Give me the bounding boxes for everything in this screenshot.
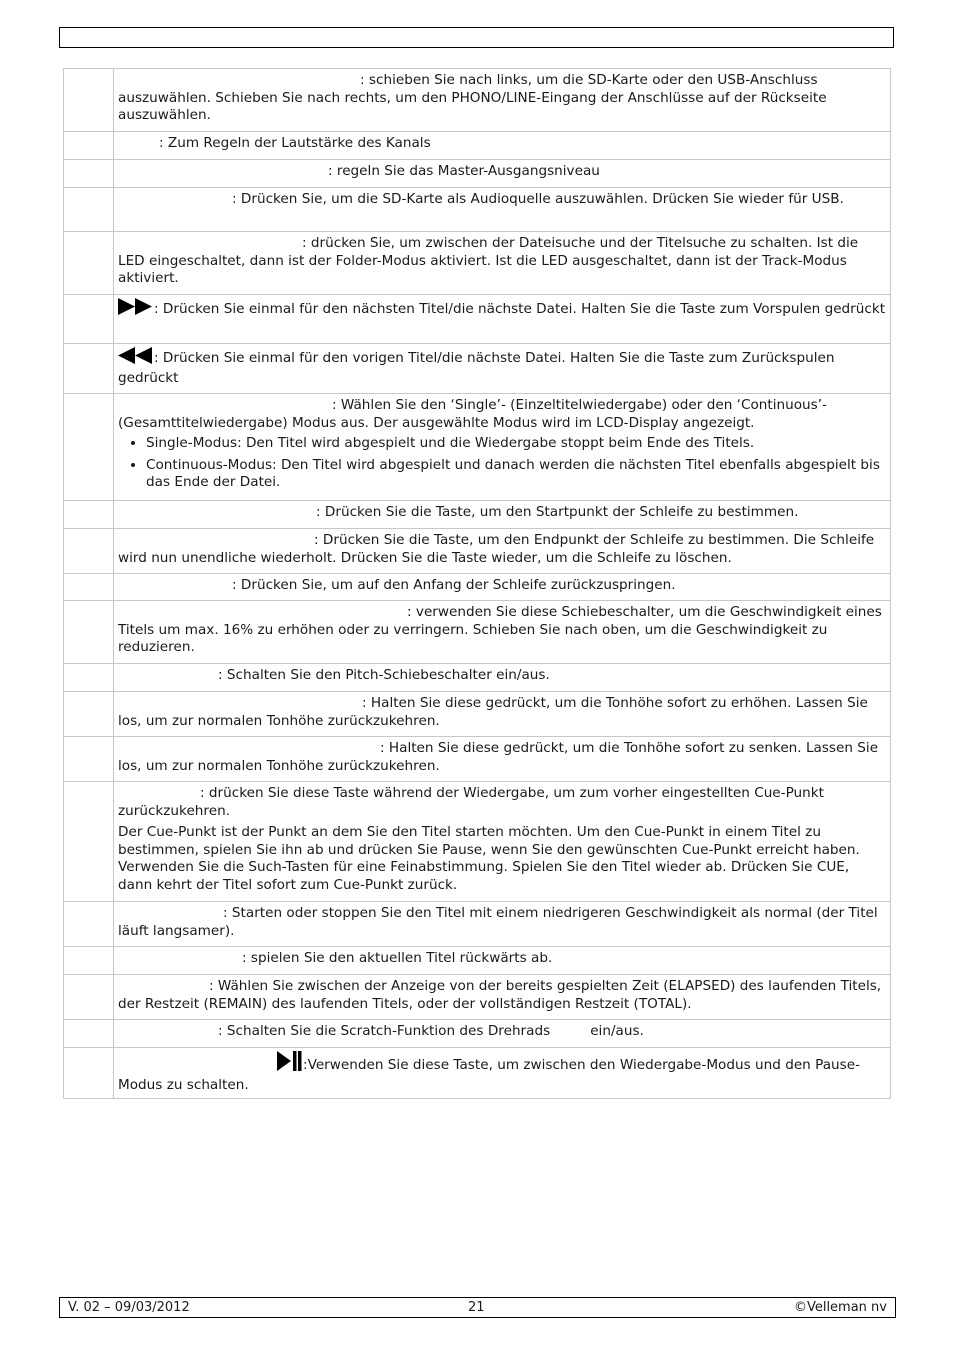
row-description-cell: [114, 601, 891, 664]
table-row: [64, 188, 891, 232]
table-row: [64, 132, 891, 160]
row-number-cell: [64, 529, 114, 574]
row-description-cell: [114, 344, 891, 394]
row-number-cell: [64, 160, 114, 188]
row-description: : Drücken Sie die Taste, um den Endpunkt der Schleife zu bestimmen. Die Schleife wird nun unendliche wiederholt. Drücken Sie die Taste wieder, um die Schleife zu löschen.: [118, 532, 875, 566]
row-description-cell: [114, 529, 891, 574]
row-description: : Drücken Sie einmal für den nächsten Titel/die nächste Datei. Halten Sie die Taste zum Vorspulen gedrückt: [154, 301, 886, 317]
table-row: [64, 1048, 891, 1099]
table-row: [64, 501, 891, 529]
table-row: [64, 692, 891, 737]
table-row: [64, 529, 891, 574]
row-description-cell: [114, 947, 891, 975]
row-description-cell: [114, 902, 891, 947]
feature-table: [63, 68, 891, 1099]
table-row: [64, 601, 891, 664]
row-description-cell: [114, 574, 891, 601]
row-number-cell: [64, 947, 114, 975]
row-description: : drücken Sie, um zwischen der Dateisuche und der Titelsuche zu schalten. Ist die LED eingeschaltet, dann ist der Folder-Modus aktiviert. Ist die LED ausgeschaltet, dann ist der Track-Modus aktiviert.: [118, 235, 859, 286]
row-description-cell: [114, 975, 891, 1020]
play-pause-icon: [276, 1051, 303, 1077]
mode-list: [118, 435, 886, 492]
row-number-cell: [64, 975, 114, 1020]
table-row: [64, 295, 891, 344]
row-description: : Halten Sie diese gedrückt, um die Tonhöhe sofort zu erhöhen. Lassen Sie los, um zur normalen Tonhöhe zurückzukehren.: [118, 695, 868, 729]
version-label: V. 02 – 09/03/2012: [68, 1300, 190, 1315]
row-description: : Drücken Sie einmal für den vorigen Titel/die nächste Datei. Halten Sie die Taste zum Zurückspulen gedrückt: [118, 350, 835, 386]
row-description-cell: [114, 394, 891, 501]
table-row: [64, 975, 891, 1020]
row-description-cell: [114, 160, 891, 188]
table-row: [64, 782, 891, 902]
page-number: 21: [468, 1300, 485, 1315]
row-number-cell: [64, 782, 114, 902]
row-description: : drücken Sie diese Taste während der Wiedergabe, um zum vorher eingestellten Cue-Punkt zurückzukehren.: [118, 785, 824, 819]
row-number-cell: [64, 394, 114, 501]
row-description: : Halten Sie diese gedrückt, um die Tonhöhe sofort zu senken. Lassen Sie los, um zur normalen Tonhöhe zurückzukehren.: [118, 740, 879, 774]
row-description-cell: [114, 1048, 891, 1099]
table-row: [64, 394, 891, 501]
row-number-cell: [64, 664, 114, 692]
row-description-cell: [114, 132, 891, 160]
row-description-cell: [114, 188, 891, 232]
row-number-cell: [64, 188, 114, 232]
row-description-cell: [114, 692, 891, 737]
row-number-cell: [64, 1020, 114, 1048]
page-footer: [59, 1297, 896, 1318]
row-description-cell: [114, 295, 891, 344]
row-number-cell: [64, 69, 114, 132]
row-number-cell: [64, 574, 114, 601]
row-number-cell: [64, 1048, 114, 1099]
row-description: : Drücken Sie, um auf den Anfang der Schleife zurückzuspringen.: [232, 577, 676, 593]
row-number-cell: [64, 601, 114, 664]
row-description: : regeln Sie das Master-Ausgangsniveau: [328, 163, 600, 179]
row-number-cell: [64, 232, 114, 295]
row-description: : Wählen Sie zwischen der Anzeige von der bereits gespielten Zeit (ELAPSED) des laufenden Titels, der Restzeit (REMAIN) des laufenden Titels, oder der vollständigen Restzeit (TOTAL).: [118, 978, 882, 1012]
row-description-cell: [114, 232, 891, 295]
row-number-cell: [64, 501, 114, 529]
list-item: • Single-Modus: Den Titel wird abgespielt und die Wiedergabe stoppt beim Ende des Titels.: [146, 435, 886, 453]
table-row: [64, 664, 891, 692]
table-row: [64, 1020, 891, 1048]
row-number-cell: [64, 737, 114, 782]
rewind-icon: [118, 347, 154, 370]
row-description: : verwenden Sie diese Schiebeschalter, um die Geschwindigkeit eines Titels um max. 16% zu erhöhen oder zu verringern. Schieben Sie nach oben, um die Geschwindigkeit zu reduzieren.: [118, 604, 882, 655]
row-description: : Starten oder stoppen Sie den Titel mit einem niedrigeren Geschwindigkeit als normal (der Titel läuft langsamer).: [118, 905, 878, 939]
row-description-tail: ein/aus.: [590, 1023, 644, 1039]
row-description-cell: [114, 501, 891, 529]
table-row: [64, 947, 891, 975]
row-description: :Verwenden Sie diese Taste, um zwischen den Wiedergabe-Modus und den Pause-Modus zu schalten.: [118, 1057, 861, 1093]
row-number-cell: [64, 295, 114, 344]
row-number-cell: [64, 902, 114, 947]
row-description-cell: [114, 1020, 891, 1048]
row-description-cell: [114, 664, 891, 692]
row-description: : Schalten Sie den Pitch-Schiebeschalter ein/aus.: [218, 667, 550, 683]
cue-explanation: Der Cue-Punkt ist der Punkt an dem Sie den Titel starten möchten. Um den Cue-Punkt in einem Titel zu bestimmen, spielen Sie ihn ab und drücken Sie Pause, wenn Sie den gewünschten Cue-Punkt erreicht haben. Verwenden Sie die Such-Tasten für eine Feinabstimmung. Spielen Sie den Titel wieder ab. Drücken Sie CUE, dann kehrt der Titel sofort zum Cue-Punkt zurück.: [118, 824, 860, 893]
table-row: [64, 737, 891, 782]
row-description: : schieben Sie nach links, um die SD-Karte oder den USB-Anschluss auszuwählen. Schieben Sie nach rechts, um den PHONO/LINE-Eingang der Anschlüsse auf der Rückseite auszuwählen.: [118, 72, 827, 123]
list-item: • Continuous-Modus: Den Titel wird abgespielt und danach werden die nächsten Titel ebenfalls abgespielt bis das Ende der Datei.: [146, 457, 886, 492]
fast-forward-icon: [118, 298, 154, 321]
row-description: : Wählen Sie den ‘Single’- (Einzeltitelwiedergabe) oder den ‘Continuous’- (Gesamttitelwiedergabe) Modus aus. Der ausgewählte Modus wird im LCD-Display angezeigt.: [118, 397, 827, 431]
row-description: : Zum Regeln der Lautstärke des Kanals: [159, 135, 431, 151]
row-description: : Schalten Sie die Scratch-Funktion des Drehrads: [218, 1023, 551, 1039]
table-row: [64, 902, 891, 947]
row-description: : Drücken Sie, um die SD-Karte als Audioquelle auszuwählen. Drücken Sie wieder für USB.: [232, 191, 844, 207]
table-row: [64, 69, 891, 132]
row-description-cell: [114, 782, 891, 902]
table-row: [64, 574, 891, 601]
page-header-box: [59, 27, 894, 48]
row-number-cell: [64, 344, 114, 394]
row-description: : Drücken Sie die Taste, um den Startpunkt der Schleife zu bestimmen.: [316, 504, 799, 520]
table-row: [64, 160, 891, 188]
copyright-label: ©Velleman nv: [793, 1300, 887, 1315]
table-row: [64, 344, 891, 394]
row-number-cell: [64, 692, 114, 737]
row-description-cell: [114, 737, 891, 782]
row-description: : spielen Sie den aktuellen Titel rückwärts ab.: [242, 950, 553, 966]
table-row: [64, 232, 891, 295]
row-description-cell: [114, 69, 891, 132]
row-number-cell: [64, 132, 114, 160]
